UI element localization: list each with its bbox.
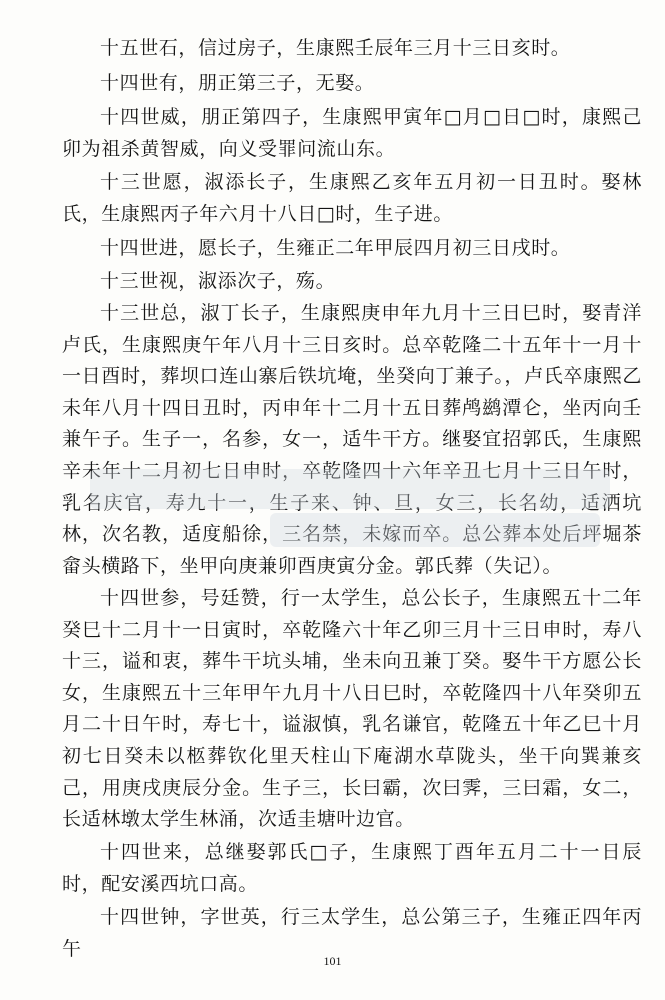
page-number: 101: [323, 954, 342, 968]
paragraph-2: 十四世有，朋正第三子，无娶。: [100, 72, 375, 94]
paragraph-8: 十四世参，号廷赞，行一太学生，总公长子，生康熙五十二年癸巳十二月十一日寅时，卒乾隆六十年乙卯三月十三日申时，寿八十三，谥和衷，葬牛干坑头埔，坐未向丑兼丁癸。娶牛干方愿公长女，生康熙五十三年甲午九月十八日巳时，卒乾隆四十八年癸卯五月二十日午时，寿七十，谥淑慎，乳名谦官，乾隆五十年乙巳十月初七日癸未以柩葬钦化里天柱山下庵湖水草陇头，坐干向巽兼亥己，用庚戌庚辰分金。生子三，长曰霸，次曰霁，三曰霜，女二，长适林墩太学生林涌，次适圭塘叶边官。: [62, 587, 642, 831]
paragraph-10: 十四世钟，字世英，行三太学生，总公第三子，生雍正四年丙午: [62, 906, 642, 960]
paragraph-5: 十四世进，愿长子，生雍正二年甲辰四月初三日戌时。: [100, 237, 571, 259]
paragraph-3: 十四世威，朋正第四子，生康熙甲寅年□月□日□时，康熙己卯为祖杀黄智威，向义受罪问流山东。: [62, 106, 642, 160]
paragraph-4: 十三世愿，淑添长子，生康熙乙亥年五月初一日丑时。娶林氏，生康熙丙子年六月十八日□时，生子进。: [62, 171, 642, 225]
paragraph-6: 十三世视，淑添次子，殇。: [100, 270, 336, 292]
paragraph-7: 十三世总，淑丁长子，生康熙庚申年九月十三日巳时，娶青洋卢氏，生康熙庚午年八月十三日亥时。总卒乾隆二十五年十一月十一日酉时，葬坝口连山寨后铁坑埯，坐癸向丁兼子。，卢氏卒康熙乙未年八月十四日丑时，丙申年十二月十五日葬鸬鹚潭仑，坐丙向壬兼午子。生子一，名参，女一，适牛干方。继娶宜招郭氏，生康熙辛未年十二月初七日申时，卒乾隆四十六年辛丑七月十三日午时，乳名庆官，寿九十一，生子来、钟、旦，女三，长名幼，适洒坑林，次名教，适度船徐，三名禁，未嫁而卒。总公葬本处后坪堀茶畲头横路下，坐甲向庚兼卯酉庚寅分金。郭氏葬（失记）。: [62, 302, 642, 577]
paragraph-9: 十四世来，总继娶郭氏□子，生康熙丁酉年五月二十一日辰时，配安溪西坑口高。: [62, 841, 642, 895]
paragraph-1: 十五世石，信过房子，生康熙壬辰年三月十三日亥时。: [100, 37, 571, 59]
